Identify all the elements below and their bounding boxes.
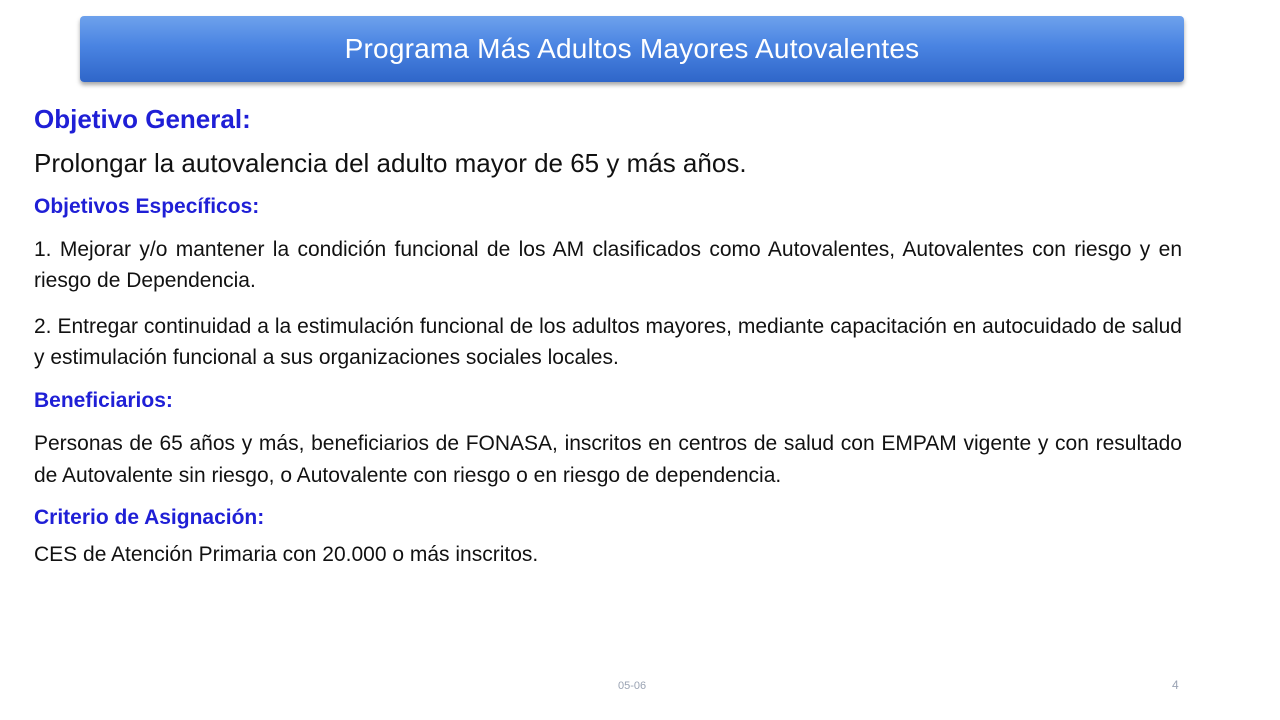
slide-content — [34, 96, 1182, 570]
footer-date: 05-06 — [618, 680, 647, 692]
criterio-asignacion-text: CES de Atención Primaria con 20.000 o más inscritos. — [34, 543, 539, 567]
beneficiarios-text: Personas de 65 años y más, beneficiarios de FONASA, inscritos en centros de salud con EMPAM vigente y con resultado de Autovalente sin riesgo, o Autovalente con riesgo o en riesgo de dependencia. — [34, 432, 1182, 487]
slide-title: Programa Más Adultos Mayores Autovalentes — [344, 33, 920, 64]
objetivo-general-text: Prolongar la autovalencia del adulto mayor de 65 y más años. — [34, 148, 747, 179]
objetivos-especificos-heading: Objetivos Específicos: — [34, 194, 260, 218]
criterio-asignacion-heading: Criterio de Asignación: — [34, 506, 265, 530]
beneficiarios-heading: Beneficiarios: — [34, 388, 173, 412]
objetivo-especifico-1: 1. Mejorar y/o mantener la condición funcional de los AM clasificados como Autovalentes, Autovalentes con riesgo y en riesgo de Dependencia. — [34, 237, 1182, 293]
objetivo-especifico-2: 2. Entregar continuidad a la estimulación funcional de los adultos mayores, mediante capacitación en autocuidado de salud y estimulación funcional a sus organizaciones sociales locales. — [34, 314, 1182, 370]
page-number: 4 — [1172, 678, 1179, 692]
slide-title-bar — [80, 16, 1184, 82]
objetivo-general-heading: Objetivo General: — [34, 104, 251, 134]
